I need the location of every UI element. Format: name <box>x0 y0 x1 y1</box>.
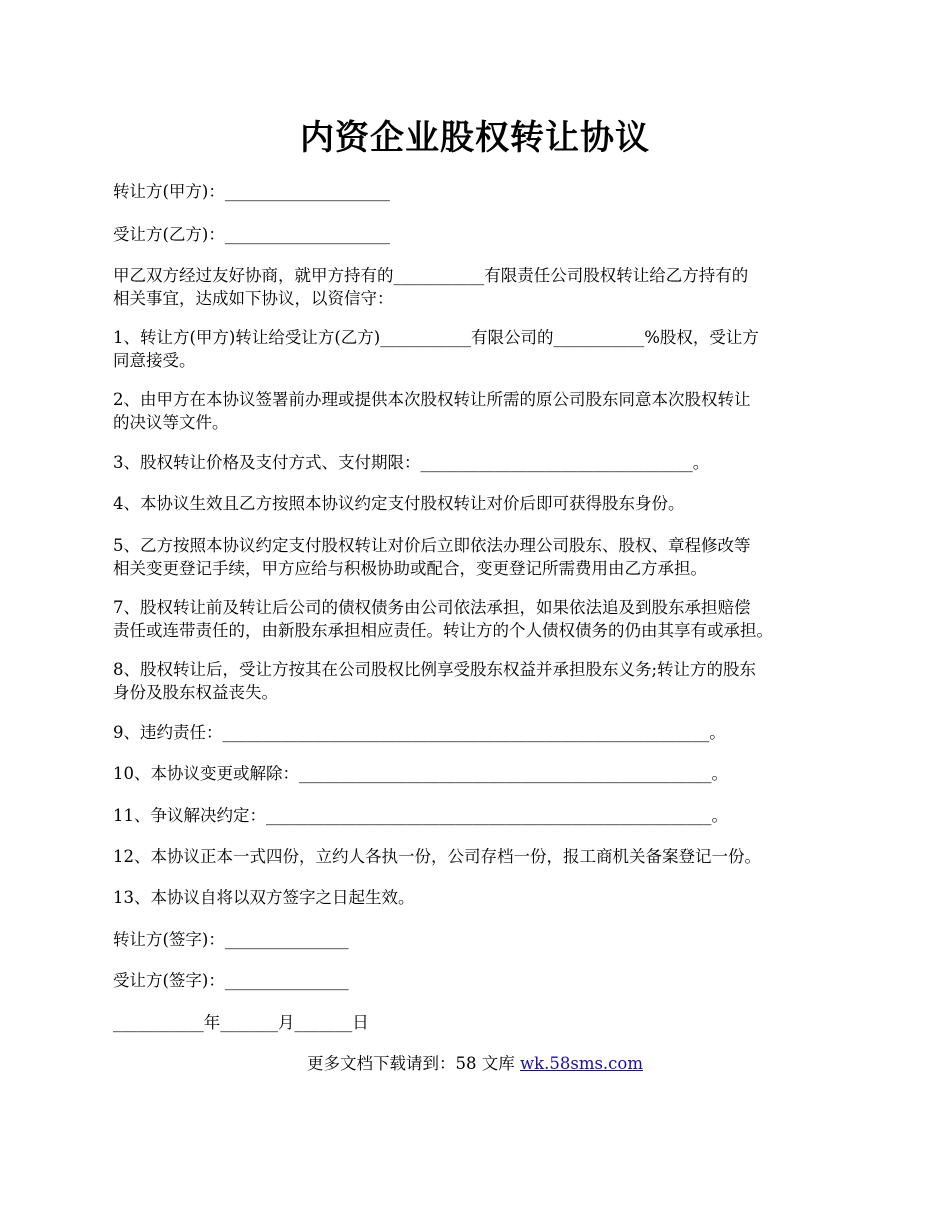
clause-1: 1、转让方(甲方)转让给受让方(乙方)___________有限公司的___________%股权，受让方 同意接受。 <box>113 328 759 370</box>
transferor-signature-line: 转让方(签字)：_______________ <box>113 930 349 949</box>
clause-10: 10、本协议变更或解除：__________________________________________________。 <box>113 764 728 783</box>
clause-11: 11、争议解决约定：______________________________________________________。 <box>113 806 728 825</box>
footer-link[interactable]: wk.58sms.com <box>519 1054 643 1073</box>
preamble-paragraph: 甲乙双方经过友好协商，就甲方持有的___________有限责任公司股权转让给乙方持有的 相关事宜，达成如下协议，以资信守： <box>113 266 749 308</box>
footer-text: 更多文档下载请到：58 文库 <box>306 1054 520 1073</box>
date-line: ___________年_______月_______日 <box>113 1013 369 1032</box>
clause-7: 7、股权转让前及转让后公司的债权债务由公司依法承担，如果依法追及到股东承担赔偿 责任或连带责任的，由新股东承担相应责任。转让方的个人债权债务的仍由其享有或承担。 <box>113 598 773 640</box>
transferor-line: 转让方(甲方)：____________________ <box>113 182 390 201</box>
clause-12: 12、本协议正本一式四份，立约人各执一份，公司存档一份，报工商机关备案登记一份。 <box>113 847 761 866</box>
download-footer <box>0 1052 950 1075</box>
clause-2: 2、由甲方在本协议签署前办理或提供本次股权转让所需的原公司股东同意本次股权转让 的决议等文件。 <box>113 390 751 432</box>
clause-3: 3、股权转让价格及支付方式、支付期限：_________________________________。 <box>113 453 710 472</box>
clause-9: 9、违约责任：___________________________________________________________。 <box>113 723 726 742</box>
clause-13: 13、本协议自将以双方签字之日起生效。 <box>113 888 415 907</box>
transferee-line: 受让方(乙方)：____________________ <box>113 225 390 244</box>
document-title: 内资企业股权转让协议 <box>300 118 650 158</box>
clause-8: 8、股权转让后，受让方按其在公司股权比例享受股东权益并承担股东义务;转让方的股东 身份及股东权益丧失。 <box>113 660 757 702</box>
clause-5: 5、乙方按照本协议约定支付股权转让对价后立即依法办理公司股东、股权、章程修改等 相关变更登记手续，甲方应给与积极协助或配合，变更登记所需费用由乙方承担。 <box>113 536 751 578</box>
clause-4: 4、本协议生效且乙方按照本协议约定支付股权转让对价后即可获得股东身份。 <box>113 494 685 513</box>
transferee-signature-line: 受让方(签字)：_______________ <box>113 971 349 990</box>
